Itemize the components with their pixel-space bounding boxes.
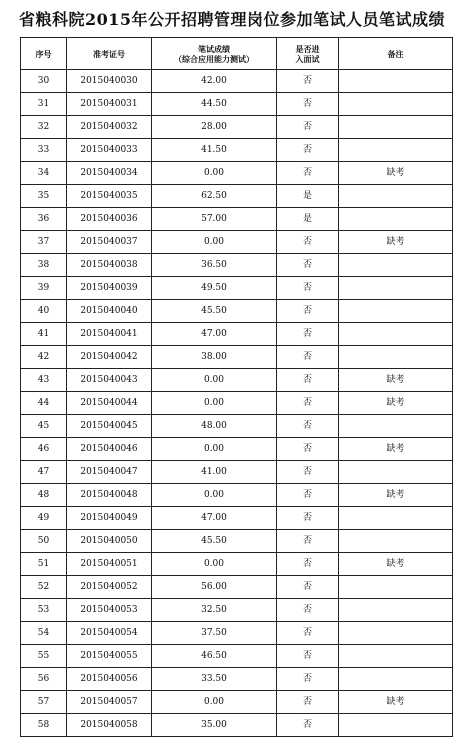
table-row [21, 530, 453, 553]
cell-seq: 32 [21, 116, 67, 139]
cell-score: 0.00 [152, 553, 277, 576]
cell-note [339, 254, 453, 277]
cell-note [339, 300, 453, 323]
table-row [21, 323, 453, 346]
cell-score: 32.50 [152, 599, 277, 622]
table-row [21, 70, 453, 93]
column-header-interview [277, 38, 339, 70]
cell-score: 0.00 [152, 691, 277, 714]
cell-exam-id: 2015040033 [67, 139, 152, 162]
cell-interview: 否 [277, 392, 339, 415]
cell-score: 35.00 [152, 714, 277, 737]
cell-seq: 33 [21, 139, 67, 162]
table-row [21, 415, 453, 438]
table-row [21, 93, 453, 116]
cell-note: 缺考 [339, 369, 453, 392]
cell-exam-id: 2015040051 [67, 553, 152, 576]
column-header-score-line1: 笔试成绩 [198, 43, 230, 54]
cell-seq: 45 [21, 415, 67, 438]
cell-seq: 49 [21, 507, 67, 530]
cell-note [339, 185, 453, 208]
cell-score: 46.50 [152, 645, 277, 668]
scores-table [20, 37, 453, 737]
cell-interview: 否 [277, 622, 339, 645]
cell-score: 62.50 [152, 185, 277, 208]
cell-interview: 否 [277, 231, 339, 254]
cell-note [339, 70, 453, 93]
cell-note: 缺考 [339, 553, 453, 576]
table-row [21, 392, 453, 415]
cell-exam-id: 2015040052 [67, 576, 152, 599]
cell-score: 36.50 [152, 254, 277, 277]
cell-interview: 否 [277, 346, 339, 369]
cell-exam-id: 2015040039 [67, 277, 152, 300]
cell-score: 0.00 [152, 231, 277, 254]
cell-exam-id: 2015040035 [67, 185, 152, 208]
cell-interview: 否 [277, 645, 339, 668]
cell-score: 28.00 [152, 116, 277, 139]
cell-exam-id: 2015040057 [67, 691, 152, 714]
cell-score: 47.00 [152, 507, 277, 530]
cell-note [339, 323, 453, 346]
cell-interview: 否 [277, 254, 339, 277]
cell-note [339, 346, 453, 369]
cell-score: 42.00 [152, 70, 277, 93]
cell-score: 0.00 [152, 438, 277, 461]
cell-seq: 53 [21, 599, 67, 622]
cell-seq: 50 [21, 530, 67, 553]
column-header-exam-id: 准考证号 [67, 38, 152, 70]
cell-exam-id: 2015040049 [67, 507, 152, 530]
cell-note: 缺考 [339, 392, 453, 415]
cell-interview: 否 [277, 668, 339, 691]
cell-interview: 否 [277, 277, 339, 300]
table-row [21, 438, 453, 461]
cell-note [339, 93, 453, 116]
table-row [21, 208, 453, 231]
cell-exam-id: 2015040055 [67, 645, 152, 668]
cell-exam-id: 2015040032 [67, 116, 152, 139]
cell-seq: 47 [21, 461, 67, 484]
table-row [21, 645, 453, 668]
cell-interview: 否 [277, 530, 339, 553]
cell-note [339, 139, 453, 162]
cell-score: 38.00 [152, 346, 277, 369]
cell-interview: 是 [277, 185, 339, 208]
cell-exam-id: 2015040031 [67, 93, 152, 116]
cell-seq: 37 [21, 231, 67, 254]
cell-note [339, 668, 453, 691]
cell-interview: 否 [277, 139, 339, 162]
header-row [21, 38, 453, 70]
table-row [21, 231, 453, 254]
cell-note [339, 599, 453, 622]
cell-score: 0.00 [152, 484, 277, 507]
cell-note [339, 116, 453, 139]
cell-exam-id: 2015040036 [67, 208, 152, 231]
cell-score: 45.50 [152, 300, 277, 323]
cell-score: 49.50 [152, 277, 277, 300]
cell-exam-id: 2015040041 [67, 323, 152, 346]
cell-interview: 否 [277, 415, 339, 438]
cell-score: 0.00 [152, 369, 277, 392]
table-row [21, 346, 453, 369]
cell-exam-id: 2015040056 [67, 668, 152, 691]
cell-seq: 46 [21, 438, 67, 461]
cell-exam-id: 2015040046 [67, 438, 152, 461]
cell-score: 48.00 [152, 415, 277, 438]
cell-interview: 是 [277, 208, 339, 231]
table-row [21, 576, 453, 599]
cell-interview: 否 [277, 162, 339, 185]
cell-seq: 58 [21, 714, 67, 737]
cell-interview: 否 [277, 576, 339, 599]
cell-seq: 43 [21, 369, 67, 392]
cell-exam-id: 2015040047 [67, 461, 152, 484]
table-header [21, 38, 453, 70]
table-row [21, 507, 453, 530]
cell-score: 41.50 [152, 139, 277, 162]
cell-exam-id: 2015040048 [67, 484, 152, 507]
page-title: 省粮科院2015年公开招聘管理岗位参加笔试人员笔试成绩 [18, 10, 446, 29]
cell-score: 33.50 [152, 668, 277, 691]
table-row [21, 116, 453, 139]
cell-exam-id: 2015040030 [67, 70, 152, 93]
cell-score: 47.00 [152, 323, 277, 346]
cell-exam-id: 2015040038 [67, 254, 152, 277]
cell-note [339, 277, 453, 300]
cell-score: 0.00 [152, 392, 277, 415]
table-row [21, 668, 453, 691]
cell-note: 缺考 [339, 691, 453, 714]
cell-score: 57.00 [152, 208, 277, 231]
cell-note [339, 507, 453, 530]
cell-seq: 57 [21, 691, 67, 714]
cell-seq: 34 [21, 162, 67, 185]
cell-score: 37.50 [152, 622, 277, 645]
table-row [21, 461, 453, 484]
table-row [21, 254, 453, 277]
table-row [21, 622, 453, 645]
table-row [21, 162, 453, 185]
cell-interview: 否 [277, 507, 339, 530]
cell-note: 缺考 [339, 484, 453, 507]
cell-seq: 55 [21, 645, 67, 668]
column-header-score [152, 38, 277, 70]
cell-exam-id: 2015040050 [67, 530, 152, 553]
table-row [21, 369, 453, 392]
cell-note: 缺考 [339, 438, 453, 461]
cell-seq: 38 [21, 254, 67, 277]
table-row [21, 691, 453, 714]
cell-seq: 44 [21, 392, 67, 415]
cell-interview: 否 [277, 70, 339, 93]
cell-exam-id: 2015040043 [67, 369, 152, 392]
column-header-seq: 序号 [21, 38, 67, 70]
cell-score: 0.00 [152, 162, 277, 185]
cell-exam-id: 2015040044 [67, 392, 152, 415]
cell-exam-id: 2015040034 [67, 162, 152, 185]
cell-seq: 48 [21, 484, 67, 507]
cell-seq: 39 [21, 277, 67, 300]
cell-seq: 56 [21, 668, 67, 691]
table-row [21, 714, 453, 737]
cell-note [339, 461, 453, 484]
cell-score: 45.50 [152, 530, 277, 553]
table-row [21, 139, 453, 162]
table-row [21, 185, 453, 208]
table-row [21, 553, 453, 576]
cell-exam-id: 2015040045 [67, 415, 152, 438]
cell-note [339, 714, 453, 737]
table-row [21, 277, 453, 300]
table-body [21, 70, 453, 737]
cell-score: 56.00 [152, 576, 277, 599]
cell-note [339, 208, 453, 231]
cell-interview: 否 [277, 691, 339, 714]
cell-score: 41.00 [152, 461, 277, 484]
cell-interview: 否 [277, 484, 339, 507]
table-row [21, 484, 453, 507]
cell-interview: 否 [277, 93, 339, 116]
cell-interview: 否 [277, 714, 339, 737]
cell-interview: 否 [277, 323, 339, 346]
cell-seq: 31 [21, 93, 67, 116]
cell-seq: 51 [21, 553, 67, 576]
cell-seq: 54 [21, 622, 67, 645]
cell-interview: 否 [277, 438, 339, 461]
cell-seq: 40 [21, 300, 67, 323]
cell-interview: 否 [277, 461, 339, 484]
cell-note [339, 415, 453, 438]
cell-seq: 41 [21, 323, 67, 346]
cell-seq: 35 [21, 185, 67, 208]
column-header-score-line2: （综合应用能力测试） [174, 53, 254, 64]
cell-interview: 否 [277, 599, 339, 622]
table-row [21, 300, 453, 323]
cell-note [339, 576, 453, 599]
cell-seq: 36 [21, 208, 67, 231]
cell-note: 缺考 [339, 231, 453, 254]
cell-seq: 30 [21, 70, 67, 93]
cell-seq: 42 [21, 346, 67, 369]
cell-note [339, 530, 453, 553]
cell-interview: 否 [277, 300, 339, 323]
cell-interview: 否 [277, 369, 339, 392]
cell-exam-id: 2015040037 [67, 231, 152, 254]
cell-exam-id: 2015040054 [67, 622, 152, 645]
cell-note [339, 622, 453, 645]
table-row [21, 599, 453, 622]
cell-interview: 否 [277, 553, 339, 576]
cell-note: 缺考 [339, 162, 453, 185]
cell-exam-id: 2015040042 [67, 346, 152, 369]
cell-exam-id: 2015040053 [67, 599, 152, 622]
column-header-interview-line1: 是否进 [295, 43, 320, 54]
column-header-interview-line2: 入面试 [295, 53, 320, 64]
column-header-note: 备注 [339, 38, 453, 70]
cell-seq: 52 [21, 576, 67, 599]
cell-exam-id: 2015040040 [67, 300, 152, 323]
cell-note [339, 645, 453, 668]
cell-interview: 否 [277, 116, 339, 139]
cell-score: 44.50 [152, 93, 277, 116]
cell-exam-id: 2015040058 [67, 714, 152, 737]
